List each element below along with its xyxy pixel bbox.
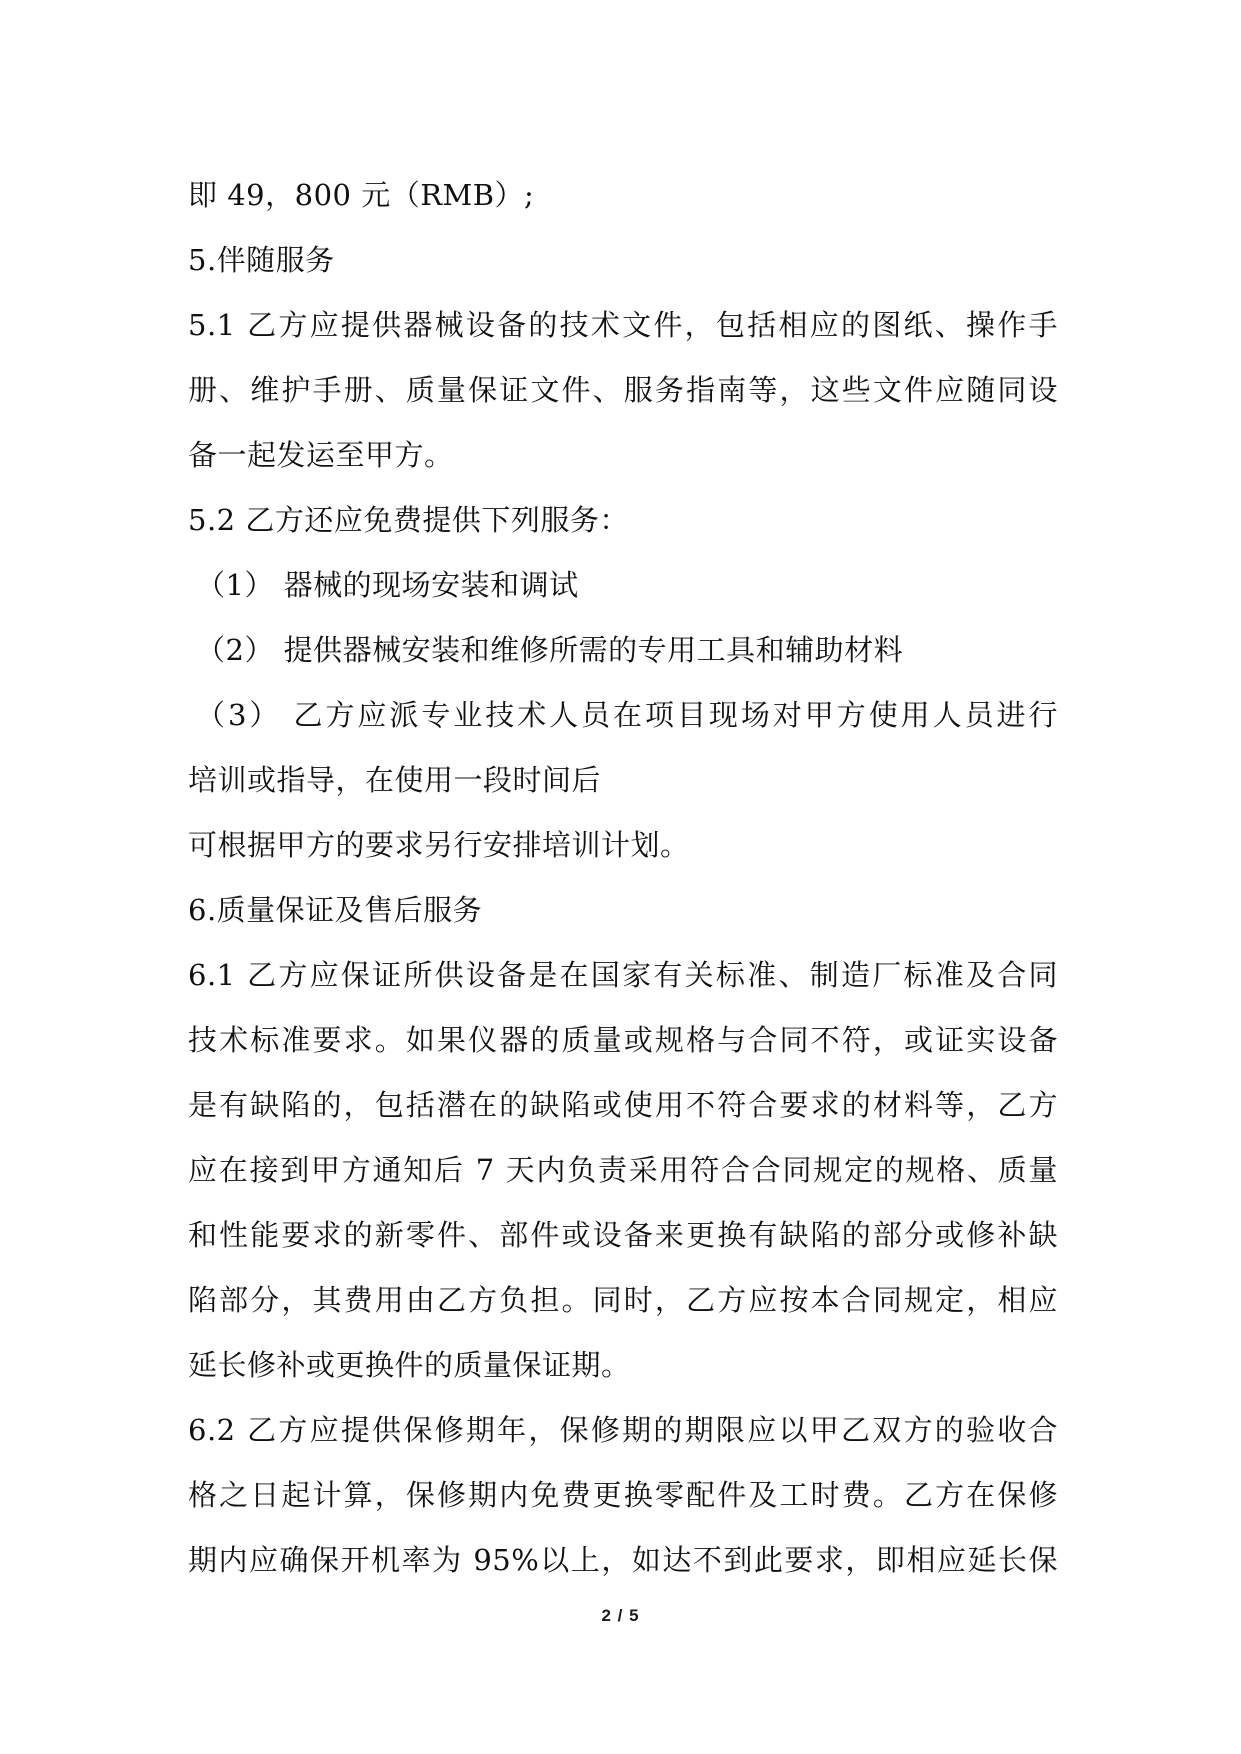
- text-line: 5.2 乙方还应免费提供下列服务：: [188, 503, 629, 537]
- text-line: 陷部分，其费用由乙方负担。同时，乙方应按本合同规定，相应: [188, 1283, 1058, 1317]
- text-line: 是有缺陷的，包括潜在的缺陷或使用不符合要求的材料等，乙方: [188, 1088, 1058, 1122]
- text-line: 5.1 乙方应提供器械设备的技术文件，包括相应的图纸、操作手: [188, 308, 1058, 342]
- text-line: 和性能要求的新零件、部件或设备来更换有缺陷的部分或修补缺: [188, 1218, 1058, 1252]
- text-line: 应在接到甲方通知后 7 天内负责采用符合合同规定的规格、质量: [188, 1153, 1058, 1187]
- text-line: 可根据甲方的要求另行安排培训计划。: [188, 828, 690, 862]
- text-line: 备一起发运至甲方。: [188, 438, 454, 472]
- text-line: （3） 乙方应派专业技术人员在项目现场对甲方使用人员进行: [196, 698, 1058, 732]
- text-line: 即 49，800 元（RMB）;: [188, 178, 535, 212]
- text-line: 格之日起计算，保修期内免费更换零配件及工时费。乙方在保修: [188, 1478, 1058, 1512]
- text-line: 5.伴随服务: [188, 243, 335, 277]
- text-line: 培训或指导，在使用一段时间后: [188, 763, 602, 797]
- text-line: （1） 器械的现场安装和调试: [196, 568, 579, 602]
- text-line: 延长修补或更换件的质量保证期。: [188, 1348, 631, 1382]
- document-body: [188, 163, 1058, 1593]
- text-line: 6.2 乙方应提供保修期年，保修期的期限应以甲乙双方的验收合: [188, 1413, 1058, 1447]
- text-line: 期内应确保开机率为 95%以上，如达不到此要求，即相应延长保: [188, 1543, 1058, 1577]
- text-line: （2） 提供器械安装和维修所需的专用工具和辅助材料: [196, 633, 904, 667]
- page-number: 2 / 5: [601, 1606, 640, 1625]
- text-line: 6.质量保证及售后服务: [188, 893, 483, 927]
- text-line: 6.1 乙方应保证所供设备是在国家有关标准、制造厂标准及合同: [188, 958, 1058, 992]
- text-line: 技术标准要求。如果仪器的质量或规格与合同不符，或证实设备: [188, 1023, 1058, 1057]
- text-line: 册、维护手册、质量保证文件、服务指南等，这些文件应随同设: [188, 373, 1058, 407]
